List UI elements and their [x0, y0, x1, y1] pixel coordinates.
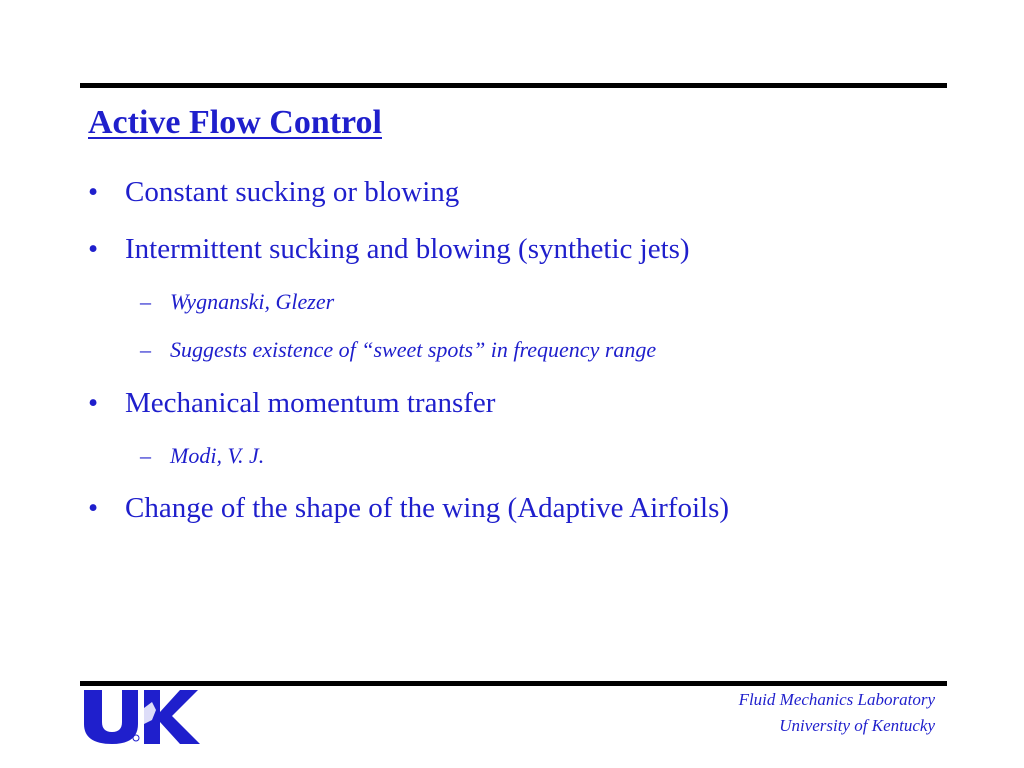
sub-bullet-item [140, 443, 264, 469]
bullet-text: Change of the shape of the wing (Adaptive Airfoils) [125, 492, 730, 524]
sub-bullet-text: Suggests existence of “sweet spots” in frequency range [170, 337, 657, 362]
dash-mark: – [140, 337, 151, 362]
sub-bullet-text: Modi, V. J. [170, 443, 265, 468]
bullet-item [88, 492, 729, 525]
bullet-item [88, 233, 690, 266]
bottom-rule [80, 681, 947, 686]
footer-university: University of Kentucky [779, 716, 935, 735]
bullet-text: Mechanical momentum transfer [125, 387, 496, 419]
bullet-mark: • [88, 492, 99, 524]
sub-bullet-item [140, 337, 656, 363]
top-rule [80, 83, 947, 88]
dash-mark: – [140, 289, 151, 314]
footer-lab-name: Fluid Mechanics Laboratory [738, 690, 935, 709]
bullet-text: Intermittent sucking and blowing (synthetic jets) [125, 233, 690, 265]
bullet-text: Constant sucking or blowing [125, 176, 460, 208]
bullet-mark: • [88, 176, 99, 208]
bullet-item [88, 176, 459, 209]
sub-bullet-item [140, 289, 334, 315]
bullet-mark: • [88, 233, 99, 265]
uk-logo-icon [82, 688, 202, 746]
dash-mark: – [140, 443, 151, 468]
bullet-item [88, 387, 495, 420]
bullet-mark: • [88, 387, 99, 419]
slide-title: Active Flow Control [88, 104, 382, 141]
sub-bullet-text: Wygnanski, Glezer [170, 289, 335, 314]
